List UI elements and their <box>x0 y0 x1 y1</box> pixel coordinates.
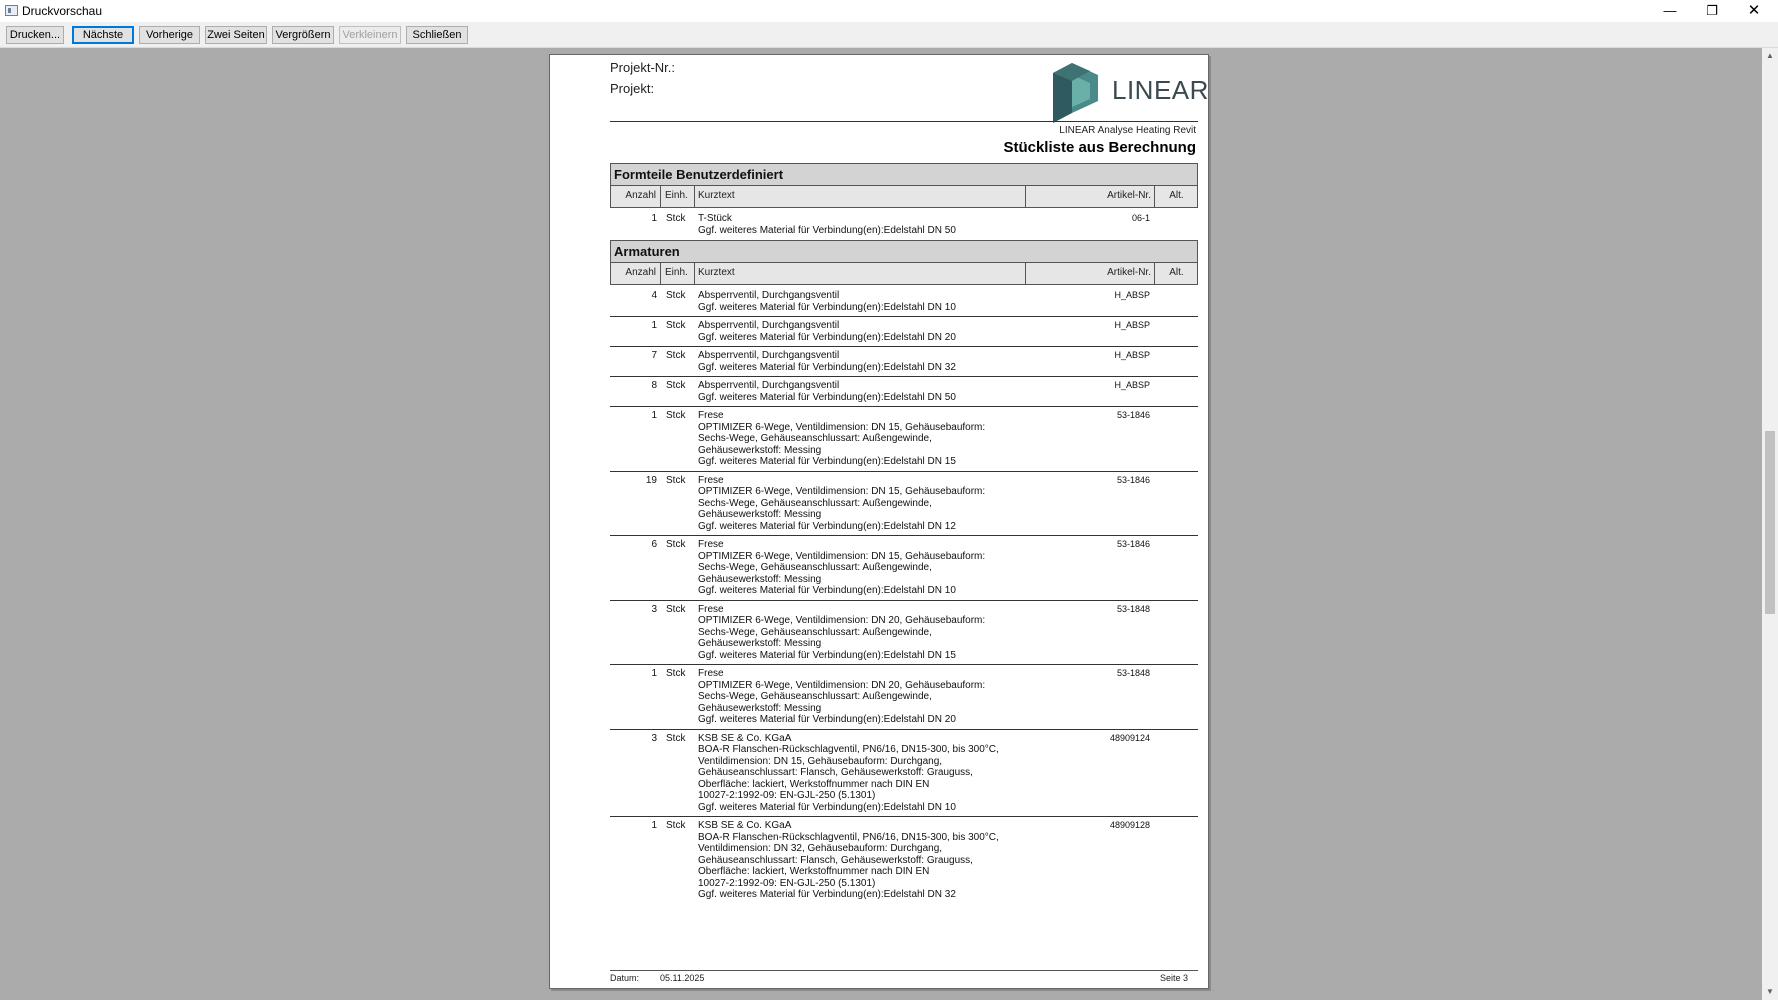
row-article: 53-1846 <box>1116 410 1150 420</box>
app-icon <box>5 5 18 16</box>
col-text: Kurztext <box>695 263 1026 284</box>
row-article: 06-1 <box>1131 213 1150 223</box>
row-unit: Stck <box>666 350 686 361</box>
vertical-scrollbar[interactable] <box>1762 48 1778 1000</box>
row-unit: Stck <box>666 732 686 744</box>
col-text: Kurztext <box>695 186 1026 207</box>
row-article: 53-1848 <box>1116 668 1150 678</box>
row-article: 53-1846 <box>1116 474 1150 485</box>
column-header <box>610 186 1198 208</box>
logo-text: LINEAR <box>1112 75 1209 105</box>
row-separator <box>610 664 1198 665</box>
col-article: Artikel-Nr. <box>1026 263 1155 284</box>
scroll-up-icon[interactable]: ▲ <box>1766 51 1774 60</box>
minimize-button[interactable]: — <box>1663 3 1677 18</box>
row-separator <box>610 600 1198 601</box>
next-button[interactable]: Nächste <box>72 26 134 44</box>
row-qty: 7 <box>651 350 657 361</box>
col-alt: Alt. <box>1169 267 1184 278</box>
row-text: KSB SE & Co. KGaA BOA-R Flanschen-Rückschlagventil, PN6/16, DN15-300, bis 300°C, Ventildimension: DN 15, Gehäusebauform: Durchgang, Gehäuseanschlussart: Flansch, Gehäusewerkstoff: Grauguss, Oberfläche: lackiert, Werkstoffnummer nach DIN EN 10027-2:1992-09: EN-GJL-250 (5.1301) Ggf. weiteres Material für Verbindung(en):Edelstahl DN 10 <box>698 732 999 813</box>
row-separator <box>610 406 1198 407</box>
row-text: Frese OPTIMIZER 6-Wege, Ventildimension: DN 15, Gehäusebauform: Sechs-Wege, Gehäuseanschlussart: Außengewinde, Gehäusewerkstoff: Messing Ggf. weiteres Material für Verbindung(en):Edelstahl DN 10 <box>698 539 986 596</box>
footer-divider <box>610 970 1198 971</box>
row-article: 53-1846 <box>1116 539 1150 549</box>
row-separator <box>610 471 1198 472</box>
row-article: H_ABSP <box>1114 350 1150 360</box>
row-unit: Stck <box>666 213 686 224</box>
linear-logo <box>1050 61 1209 123</box>
column-header <box>610 263 1198 285</box>
report-subtitle: LINEAR Analyse Heating Revit <box>1059 125 1196 136</box>
row-qty: 8 <box>651 380 657 391</box>
print-button[interactable]: Drucken... <box>6 26 64 44</box>
row-text: Frese OPTIMIZER 6-Wege, Ventildimension: DN 15, Gehäusebauform: Sechs-Wege, Gehäuseanschlussart: Außengewinde, Gehäusewerkstoff: Messing Ggf. weiteres Material für Verbindung(en):Edelstahl DN 12 <box>698 474 986 532</box>
footer-page-number: Seite 3 <box>1159 973 1188 983</box>
row-unit: Stck <box>666 320 686 331</box>
row-text: Frese OPTIMIZER 6-Wege, Ventildimension: DN 20, Gehäusebauform: Sechs-Wege, Gehäuseanschlussart: Außengewinde, Gehäusewerkstoff: Messing Ggf. weiteres Material für Verbindung(en):Edelstahl DN 15 <box>698 603 986 661</box>
row-unit: Stck <box>666 474 686 486</box>
footer-date: 05.11.2025 <box>660 973 705 983</box>
row-qty: 1 <box>651 213 657 224</box>
row-separator <box>610 535 1198 536</box>
report-title: Stückliste aus Berechnung <box>1003 139 1196 156</box>
toolbar <box>0 22 1778 48</box>
row-separator <box>610 346 1198 347</box>
row-qty: 19 <box>645 474 657 486</box>
row-article: 53-1848 <box>1116 603 1150 614</box>
header-divider <box>610 121 1198 122</box>
zoom-in-button[interactable]: Vergrößern <box>272 26 334 44</box>
row-article: H_ABSP <box>1114 290 1150 300</box>
row-text: Absperrventil, Durchgangsventil Ggf. weiteres Material für Verbindung(en):Edelstahl DN 20 <box>698 320 956 343</box>
row-separator <box>610 816 1198 817</box>
row-unit: Stck <box>666 539 686 550</box>
scroll-thumb[interactable] <box>1765 431 1775 614</box>
row-separator <box>610 316 1198 317</box>
section-title: Formteile Benutzerdefiniert <box>610 163 1198 186</box>
row-unit: Stck <box>666 290 686 301</box>
row-unit: Stck <box>666 603 686 615</box>
window-title: Druckvorschau <box>22 4 103 18</box>
row-text: Absperrventil, Durchgangsventil Ggf. weiteres Material für Verbindung(en):Edelstahl DN 50 <box>698 380 956 403</box>
row-unit: Stck <box>666 820 686 831</box>
project-nr-label: Projekt-Nr.: <box>610 60 676 75</box>
section-title: Armaturen <box>610 240 1198 263</box>
close-window-button[interactable]: ✕ <box>1747 2 1761 19</box>
row-text: Absperrventil, Durchgangsventil Ggf. weiteres Material für Verbindung(en):Edelstahl DN 32 <box>698 350 956 373</box>
row-separator <box>610 376 1198 377</box>
col-alt: Alt. <box>1169 190 1184 201</box>
col-article: Artikel-Nr. <box>1026 186 1155 207</box>
footer-date-label: Datum: <box>610 973 640 983</box>
project-label: Projekt: <box>610 81 655 96</box>
close-button[interactable]: Schließen <box>406 26 468 44</box>
previous-button[interactable]: Vorherige <box>139 26 200 44</box>
row-article: H_ABSP <box>1114 380 1150 390</box>
row-article: 48909124 <box>1109 732 1150 743</box>
row-unit: Stck <box>666 410 686 421</box>
row-unit: Stck <box>666 380 686 391</box>
row-separator <box>610 729 1198 730</box>
row-qty: 6 <box>651 539 657 550</box>
row-qty: 4 <box>651 290 657 301</box>
scroll-down-icon[interactable]: ▼ <box>1766 987 1774 996</box>
restore-button[interactable]: ❐ <box>1706 3 1718 18</box>
row-qty: 1 <box>651 320 657 331</box>
col-qty: Anzahl <box>611 263 661 284</box>
row-article: 48909128 <box>1109 820 1150 830</box>
row-qty: 3 <box>651 732 657 744</box>
print-page <box>549 54 1209 989</box>
row-qty: 1 <box>651 410 657 421</box>
zoom-out-button[interactable]: Verkleinern <box>339 26 401 44</box>
row-qty: 1 <box>651 820 657 831</box>
row-text: T-Stück Ggf. weiteres Material für Verbindung(en):Edelstahl DN 50 <box>698 213 956 236</box>
col-unit: Einh. <box>661 186 695 207</box>
row-text: Absperrventil, Durchgangsventil Ggf. weiteres Material für Verbindung(en):Edelstahl DN 10 <box>698 290 956 313</box>
two-pages-button[interactable]: Zwei Seiten <box>205 26 267 44</box>
col-unit: Einh. <box>661 263 695 284</box>
row-qty: 1 <box>651 668 657 679</box>
row-qty: 3 <box>651 603 657 615</box>
row-text: Frese OPTIMIZER 6-Wege, Ventildimension: DN 15, Gehäusebauform: Sechs-Wege, Gehäuseanschlussart: Außengewinde, Gehäusewerkstoff: Messing Ggf. weiteres Material für Verbindung(en):Edelstahl DN 15 <box>698 410 986 467</box>
linear-cube-icon <box>1050 61 1102 123</box>
row-text: KSB SE & Co. KGaA BOA-R Flanschen-Rückschlagventil, PN6/16, DN15-300, bis 300°C, Ventildimension: DN 32, Gehäusebauform: Durchgang, Gehäuseanschlussart: Flansch, Gehäusewerkstoff: Grauguss, Oberfläche: lackiert, Werkstoffnummer nach DIN EN 10027-2:1992-09: EN-GJL-250 (5.1301) Ggf. weiteres Material für Verbindung(en):Edelstahl DN 32 <box>698 820 999 900</box>
row-unit: Stck <box>666 668 686 679</box>
title-bar <box>0 0 1778 22</box>
row-text: Frese OPTIMIZER 6-Wege, Ventildimension: DN 20, Gehäusebauform: Sechs-Wege, Gehäuseanschlussart: Außengewinde, Gehäusewerkstoff: Messing Ggf. weiteres Material für Verbindung(en):Edelstahl DN 20 <box>698 668 986 725</box>
col-qty: Anzahl <box>611 186 661 207</box>
row-article: H_ABSP <box>1114 320 1150 330</box>
